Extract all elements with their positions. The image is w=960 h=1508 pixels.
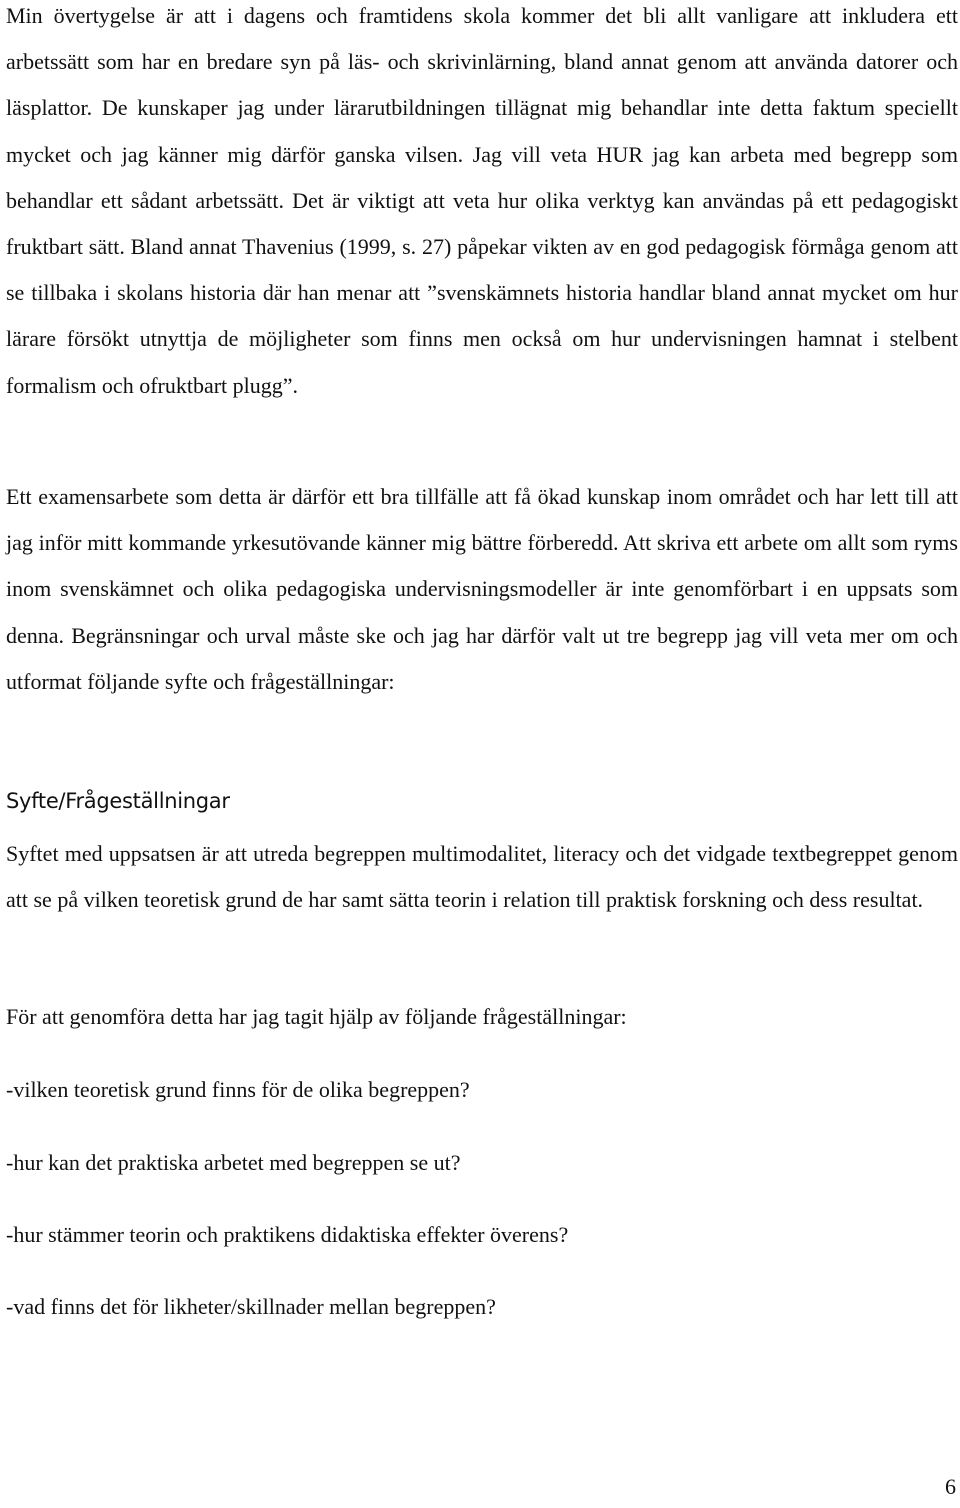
question-item: -hur kan det praktiska arbetet med begreppen se ut? [6, 1150, 461, 1175]
motivation-paragraph: Ett examensarbete som detta är därför ett bra tillfälle att få ökad kunskap inom området och har lett till att jag inför mitt kommande yrkesutövande känner mig bättre förberedd. Att skriva ett arbete om allt som ryms inom svenskämnet och olika pedagogiska undervisningsmodeller är inte genomförbart i en uppsats som denna. Begränsningar och urval måste ske och jag har därför valt ut tre begrepp jag vill veta mer om och utformat följande syfte och frågeställningar: [6, 484, 958, 694]
question-item: -hur stämmer teorin och praktikens didaktiska effekter överens? [6, 1222, 569, 1247]
question-item: -vad finns det för likheter/skillnader mellan begreppen? [6, 1294, 496, 1319]
purpose-paragraph: Syftet med uppsatsen är att utreda begreppen multimodalitet, literacy och det vidgade textbegreppet genom att se på vilken teoretisk grund de har samt sätta teorin i relation till praktisk forskning och dess resultat. [6, 841, 958, 913]
intro-paragraph: Min övertygelse är att i dagens och framtidens skola kommer det bli allt vanligare att inkludera ett arbetssätt som har en bredare syn på läs- och skrivinlärning, bland annat genom att använda datorer och läsplattor. De kunskaper jag under lärarutbildningen tillägnat mig behandlar inte detta faktum speciellt mycket och jag känner mig därför ganska vilsen. Jag vill veta HUR jag kan arbeta med begrepp som behandlar ett sådant arbetssätt. Det är viktigt att veta hur olika verktyg kan användas på ett pedagogiskt fruktbart sätt. Bland annat Thavenius (1999, s. 27) påpekar vikten av en god pedagogisk förmåga genom att se tillbaka i skolans historia där han menar att ”svenskämnets historia handlar bland annat mycket om hur lärare försökt utnyttja de möjligheter som finns men också om hur undervisningen hamnat i stelbent formalism och ofruktbart plugg”. [6, 3, 958, 398]
page-number: 6 [945, 1474, 956, 1499]
questions-intro: För att genomföra detta har jag tagit hjälp av följande frågeställningar: [6, 1004, 627, 1029]
question-item: -vilken teoretisk grund finns för de olika begreppen? [6, 1077, 470, 1102]
section-heading: Syfte/Frågeställningar [6, 789, 230, 813]
